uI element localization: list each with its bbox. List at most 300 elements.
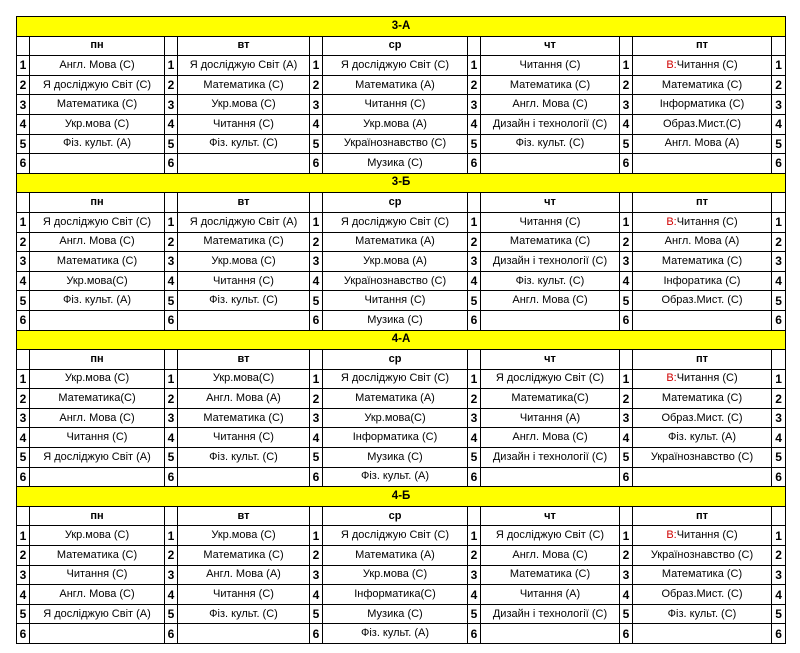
subject-cell [323,232,468,252]
lesson-number: 2 [17,546,30,566]
subject-text: Фіз. культ. (А) [62,137,132,150]
lesson-number: 4 [165,585,178,605]
subject-text: Укр.мова (А) [363,117,427,130]
subject-text: Я досліджую Світ (С) [495,529,605,542]
subject-cell [633,114,772,134]
lesson-number: 5 [17,291,30,311]
header-spacer [165,506,178,526]
lesson-number: 6 [620,624,633,644]
subject-cell [633,467,772,487]
lesson-row [17,408,786,428]
subject-cell [178,526,310,546]
class-band-row [17,17,786,37]
subject-text: Я досліджую Світ (А) [43,450,151,463]
header-spacer [165,350,178,370]
lesson-number: 6 [165,310,178,330]
subject-cell [178,291,310,311]
lesson-number: 6 [310,154,323,174]
subject-cell [30,369,165,389]
subject-cell [30,624,165,644]
subject-cell [481,75,620,95]
subject-text: Я досліджую Світ (С) [42,215,152,228]
lesson-number: 5 [468,291,481,311]
subject-cell [633,252,772,272]
subject-cell [323,56,468,76]
subject-cell [481,467,620,487]
subject-cell [633,56,772,76]
subject-cell [323,291,468,311]
subject-text: Фіз. культ. (А) [62,294,132,307]
lesson-number: 2 [310,75,323,95]
lesson-number: 5 [310,291,323,311]
lesson-number: 5 [468,134,481,154]
subject-text: Читання (С) [213,274,274,287]
day-header: пн [30,193,165,213]
subject-cell [323,428,468,448]
lesson-number: 2 [310,232,323,252]
lesson-row [17,526,786,546]
subject-text: Англ. Мова (С) [59,235,135,248]
lesson-number: 4 [165,428,178,448]
lesson-number: 1 [310,526,323,546]
lesson-number: 2 [165,232,178,252]
lesson-row [17,114,786,134]
lesson-number: 3 [468,95,481,115]
subject-text: Образ.Мист.(С) [662,117,742,130]
subject-cell [30,291,165,311]
lesson-number: 5 [310,448,323,468]
lesson-number: 5 [165,291,178,311]
header-spacer [310,350,323,370]
subject-text: Математика (А) [355,235,435,248]
lesson-number: 5 [17,134,30,154]
subject-text: Англ. Мова (С) [512,431,588,444]
subject-text: Фіз. культ. (С) [515,274,585,287]
header-spacer [468,350,481,370]
subject-cell [481,310,620,330]
lesson-number: 5 [17,604,30,624]
subject-cell [178,134,310,154]
class-title: 4-А [17,330,786,350]
subject-cell [323,565,468,585]
subject-text: Я досліджую Світ (С) [340,58,450,71]
subject-cell [30,389,165,409]
subject-cell [323,585,468,605]
day-header: пт [633,506,772,526]
lesson-number: 2 [772,75,786,95]
lesson-number: 3 [772,95,786,115]
subject-text: Фіз. культ. (С) [209,294,278,307]
subject-text: Читання (С) [676,529,738,542]
subject-cell [323,467,468,487]
subject-cell [481,56,620,76]
day-header: пн [30,350,165,370]
lesson-number: 5 [772,604,786,624]
lesson-number: 6 [620,154,633,174]
subject-cell [178,624,310,644]
header-spacer [468,506,481,526]
lesson-number: 1 [468,369,481,389]
lesson-number: 5 [620,448,633,468]
subject-cell [323,546,468,566]
day-header-row [17,350,786,370]
subject-text: Фіз. культ. (С) [667,607,737,620]
class-title: 4-Б [17,487,786,507]
subject-text: Читання (С) [364,294,426,307]
subject-cell [178,114,310,134]
subject-cell [481,565,620,585]
lesson-number: 4 [310,428,323,448]
subject-text: Укр.мова(С) [212,372,275,385]
lesson-number: 2 [17,75,30,95]
day-header: вт [178,506,310,526]
subject-prefix: В: [666,372,677,385]
lesson-row [17,134,786,154]
subject-text: Я досліджую Світ (С) [340,529,450,542]
subject-cell [323,448,468,468]
day-header: чт [481,193,620,213]
lesson-row [17,154,786,174]
lesson-row [17,75,786,95]
lesson-number: 3 [620,95,633,115]
subject-text: Читання (С) [213,588,274,601]
lesson-number: 1 [772,56,786,76]
lesson-number: 1 [165,212,178,232]
subject-text: Українознавство (С) [650,548,754,561]
lesson-number: 3 [772,408,786,428]
subject-text: Музика (С) [367,156,423,169]
lesson-number: 5 [772,134,786,154]
lesson-row [17,271,786,291]
timetable [16,16,786,644]
lesson-number: 1 [310,369,323,389]
subject-cell [30,467,165,487]
subject-cell [481,271,620,291]
day-header: пн [30,36,165,56]
lesson-number: 3 [310,565,323,585]
subject-text: Математика (С) [661,568,743,581]
lesson-number: 2 [17,232,30,252]
subject-cell [30,75,165,95]
class-band-row [17,487,786,507]
lesson-row [17,212,786,232]
subject-cell [481,154,620,174]
lesson-number: 6 [165,467,178,487]
subject-cell [633,448,772,468]
lesson-number: 3 [17,408,30,428]
subject-cell [633,604,772,624]
lesson-number: 4 [620,428,633,448]
lesson-number: 1 [772,369,786,389]
lesson-row [17,428,786,448]
subject-text: Дизайн і технології (С) [492,607,608,620]
subject-cell [633,232,772,252]
day-header: ср [323,350,468,370]
subject-text: Англ. Мова (А) [206,392,281,405]
subject-cell [178,546,310,566]
day-header: вт [178,193,310,213]
day-header: ср [323,36,468,56]
subject-cell [633,369,772,389]
subject-cell [30,212,165,232]
lesson-number: 2 [620,75,633,95]
header-spacer [165,193,178,213]
subject-cell [481,428,620,448]
subject-cell [323,369,468,389]
day-header: пт [633,193,772,213]
subject-cell [323,526,468,546]
lesson-row [17,56,786,76]
subject-cell [30,154,165,174]
lesson-number: 2 [620,232,633,252]
subject-text: Дизайн і технології (С) [492,254,608,267]
subject-cell [30,565,165,585]
lesson-number: 3 [165,95,178,115]
lesson-number: 4 [620,585,633,605]
lesson-number: 6 [468,624,481,644]
subject-cell [481,389,620,409]
lesson-number: 6 [310,467,323,487]
subject-cell [481,408,620,428]
subject-text: Музика (С) [367,450,423,463]
subject-text: Укр.мова (С) [64,117,130,130]
subject-text: Фіз. культ. (А) [360,627,430,640]
lesson-number: 5 [620,291,633,311]
subject-text: Укр.мова (С) [64,529,130,542]
lesson-number: 4 [17,585,30,605]
subject-text: Читання (С) [66,431,128,444]
lesson-number: 3 [468,252,481,272]
lesson-number: 6 [17,624,30,644]
subject-text: Математика (С) [56,98,138,111]
subject-text: Українознавство (С) [343,137,447,150]
subject-text: Математика (С) [56,254,138,267]
subject-cell [481,95,620,115]
subject-cell [30,232,165,252]
header-spacer [620,350,633,370]
header-spacer [310,36,323,56]
lesson-number: 3 [17,565,30,585]
day-header-row [17,506,786,526]
lesson-number: 2 [310,546,323,566]
subject-text: Англ. Мова (С) [59,58,135,71]
lesson-number: 6 [165,154,178,174]
lesson-row [17,467,786,487]
lesson-row [17,546,786,566]
day-header: ср [323,506,468,526]
lesson-number: 6 [310,310,323,330]
subject-text: Математика(С) [511,392,589,405]
lesson-number: 1 [468,212,481,232]
lesson-number: 2 [468,75,481,95]
subject-text: Читання (С) [519,58,581,71]
header-spacer [17,36,30,56]
subject-text: Образ.Мист. (С) [661,294,743,307]
header-spacer [310,193,323,213]
subject-cell [481,448,620,468]
lesson-number: 4 [772,428,786,448]
lesson-number: 6 [772,467,786,487]
subject-text: Математика (С) [509,235,591,248]
subject-cell [178,369,310,389]
subject-cell [323,389,468,409]
header-spacer [165,36,178,56]
header-spacer [17,350,30,370]
lesson-row [17,565,786,585]
lesson-number: 3 [620,565,633,585]
lesson-number: 2 [772,389,786,409]
subject-prefix: В: [666,529,677,542]
lesson-number: 3 [310,95,323,115]
lesson-number: 6 [468,467,481,487]
subject-cell [323,154,468,174]
lesson-number: 5 [468,604,481,624]
subject-text: Інформатика(С) [354,588,436,601]
subject-text: Математика (С) [203,548,284,561]
lesson-number: 4 [165,114,178,134]
lesson-number: 4 [310,114,323,134]
lesson-number: 3 [165,252,178,272]
subject-text: Математика (С) [56,548,138,561]
subject-cell [323,252,468,272]
subject-text: Фіз. культ. (С) [209,450,278,463]
class-title: 3-Б [17,173,786,193]
subject-cell [178,310,310,330]
subject-text: Математика (С) [661,254,743,267]
subject-text: Інфоратика (С) [663,274,741,287]
lesson-number: 2 [165,75,178,95]
lesson-number: 1 [17,369,30,389]
subject-cell [178,252,310,272]
subject-text: Математика (А) [355,548,435,561]
subject-text: Математика (А) [355,78,435,91]
lesson-number: 2 [468,232,481,252]
lesson-row [17,585,786,605]
subject-text: Читання (С) [364,98,426,111]
lesson-number: 4 [17,271,30,291]
subject-cell [178,212,310,232]
lesson-number: 6 [620,467,633,487]
lesson-number: 1 [772,526,786,546]
subject-cell [323,604,468,624]
lesson-number: 5 [165,448,178,468]
subject-text: Математика(С) [58,392,136,405]
subject-text: Укр.мова (С) [64,372,130,385]
lesson-number: 3 [17,95,30,115]
lesson-number: 5 [165,604,178,624]
subject-text: Англ. Мова (С) [59,588,135,601]
lesson-number: 4 [468,271,481,291]
header-spacer [468,193,481,213]
subject-cell [323,624,468,644]
lesson-row [17,389,786,409]
subject-text: Читання (С) [676,215,738,228]
header-spacer [772,350,786,370]
subject-cell [178,604,310,624]
subject-cell [30,310,165,330]
day-header: вт [178,350,310,370]
lesson-number: 2 [468,546,481,566]
subject-text: Читання (С) [66,568,128,581]
lesson-number: 3 [468,408,481,428]
subject-cell [30,526,165,546]
subject-cell [30,428,165,448]
subject-text: Дизайн і технології (С) [492,117,608,130]
subject-text: Я досліджую Світ (С) [495,372,605,385]
subject-text: Читання (С) [213,431,274,444]
lesson-number: 1 [165,56,178,76]
subject-text: Англ. Мова (А) [664,235,740,248]
subject-cell [178,271,310,291]
subject-text: Англ. Мова (А) [664,137,740,150]
subject-text: Математика (С) [661,78,743,91]
subject-text: Математика (С) [509,78,591,91]
lesson-number: 2 [620,546,633,566]
lesson-number: 2 [310,389,323,409]
schedule-document [16,16,786,644]
subject-text: Укр.мова (С) [362,568,428,581]
subject-prefix: В: [666,215,677,228]
subject-cell [481,526,620,546]
subject-text: Інформатика (С) [352,431,438,444]
lesson-row [17,369,786,389]
subject-cell [178,75,310,95]
subject-text: Математика (С) [509,568,591,581]
lesson-row [17,448,786,468]
subject-cell [633,585,772,605]
lesson-number: 1 [620,369,633,389]
subject-cell [178,448,310,468]
subject-cell [633,389,772,409]
subject-text: Фіз. культ. (А) [360,470,430,483]
lesson-number: 6 [468,310,481,330]
subject-cell [30,56,165,76]
lesson-number: 5 [772,448,786,468]
lesson-number: 3 [165,565,178,585]
subject-text: Читання (С) [676,58,738,71]
lesson-number: 1 [17,56,30,76]
subject-cell [30,134,165,154]
lesson-number: 2 [165,546,178,566]
subject-cell [633,75,772,95]
day-header: чт [481,506,620,526]
lesson-number: 3 [772,252,786,272]
lesson-number: 1 [165,526,178,546]
lesson-number: 2 [468,389,481,409]
day-header: чт [481,350,620,370]
subject-cell [178,408,310,428]
lesson-number: 3 [772,565,786,585]
header-spacer [772,193,786,213]
day-header-row [17,193,786,213]
subject-cell [481,369,620,389]
subject-text: Читання (С) [519,215,581,228]
lesson-number: 4 [620,271,633,291]
subject-cell [30,448,165,468]
lesson-number: 4 [310,271,323,291]
lesson-number: 4 [17,428,30,448]
subject-text: Фіз. культ. (А) [667,431,737,444]
subject-text: Я досліджую Світ (А) [189,58,298,71]
subject-text: Читання (С) [213,117,274,130]
subject-text: Образ.Мист. (С) [661,411,743,424]
subject-cell [178,428,310,448]
lesson-number: 1 [17,212,30,232]
subject-text: Укр.мова (С) [211,529,276,542]
subject-text: Укр.мова(С) [364,411,426,424]
subject-cell [30,585,165,605]
subject-cell [633,310,772,330]
